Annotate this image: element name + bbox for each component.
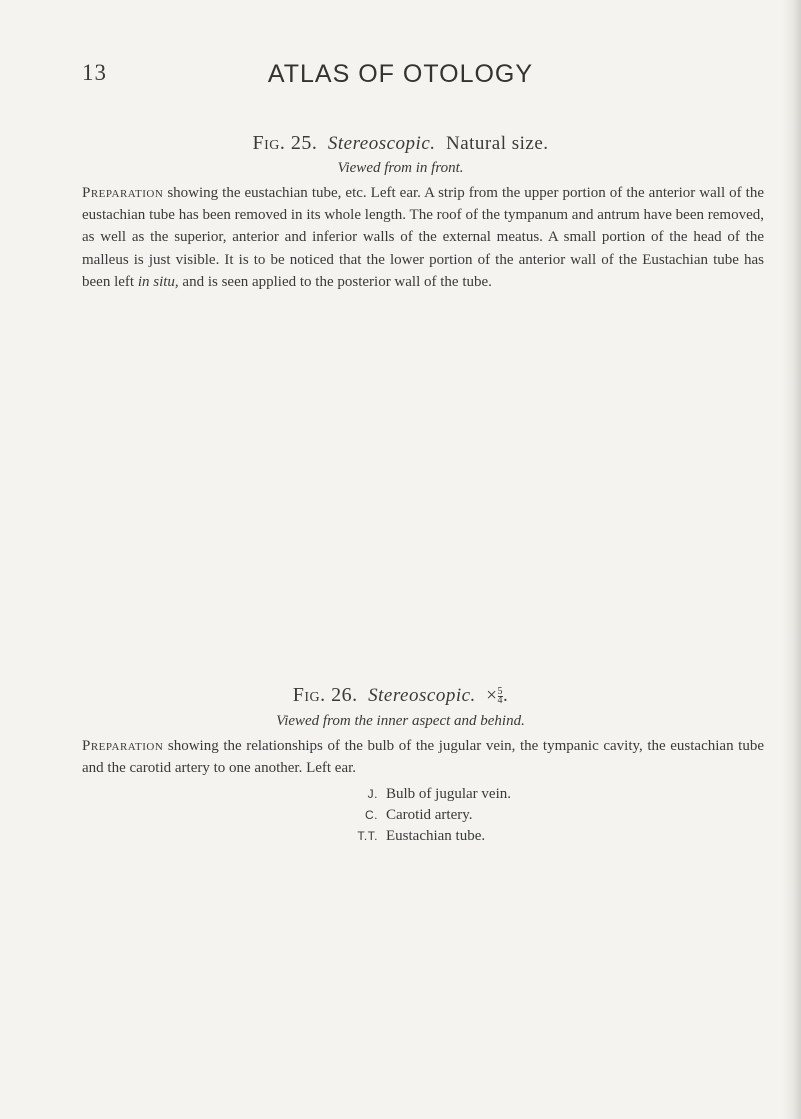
fig25-view: Viewed from in front. [337, 160, 464, 176]
legend-value: Bulb of jugular vein. [386, 786, 511, 802]
legend-key: C. [365, 808, 378, 822]
fig26-label: Fig. 26. [292, 684, 358, 706]
fig25-text-end: and is seen applied to the posterior wall of the tube. [182, 273, 492, 290]
fig26-type: Stereoscopic. [368, 685, 476, 706]
fig25-lead: Preparation [82, 185, 164, 201]
fig26-view: Viewed from the inner aspect and behind. [276, 713, 525, 729]
running-title: ATLAS OF OTOLOGY [267, 60, 534, 88]
legend-item [300, 805, 511, 826]
fig26-description [82, 735, 764, 779]
fig26-legend [300, 784, 511, 847]
legend-value: Carotid artery. [386, 807, 473, 823]
legend-value: Eustachian tube. [386, 828, 486, 844]
fig25-label: Fig. 25. [252, 132, 318, 154]
fig26-scale-suffix: . [503, 685, 509, 706]
fig26-scale-num: 5 [497, 686, 503, 698]
fig26-scale-prefix: × [486, 685, 498, 706]
legend-key: J. [367, 787, 378, 801]
fig25-description [82, 182, 764, 293]
page-number: 13 [82, 60, 107, 85]
fig25-type: Stereoscopic. [327, 133, 436, 154]
legend-item [300, 826, 511, 847]
fig26-text: showing the relationships of the bulb of the jugular vein, the tympanic cavity, the eustachian tube and the carotid artery to one another. Left ear. [82, 738, 764, 777]
fig26-scale-den: 4 [497, 695, 503, 707]
fig25-text: showing the eustachian tube, etc. Left ear. A strip from the upper portion of the anterior wall of the eustachian tube has been removed in its whole length. The roof of the tympanum and antrum have been removed, as well as the superior, anterior and inferior walls of the external meatus. A small portion of the head of the malleus is just visible. It is to be noticed that the lower portion of the anterior wall of the Eustachian tube has been left [82, 185, 764, 290]
fig25-in-situ: in situ, [137, 273, 179, 290]
legend-key: T.T. [357, 829, 378, 843]
fig25-size: Natural size. [446, 133, 549, 154]
fig26-lead: Preparation [82, 738, 164, 754]
fig26-title [0, 684, 801, 707]
legend-item [300, 784, 511, 805]
fig25-title [0, 132, 801, 155]
